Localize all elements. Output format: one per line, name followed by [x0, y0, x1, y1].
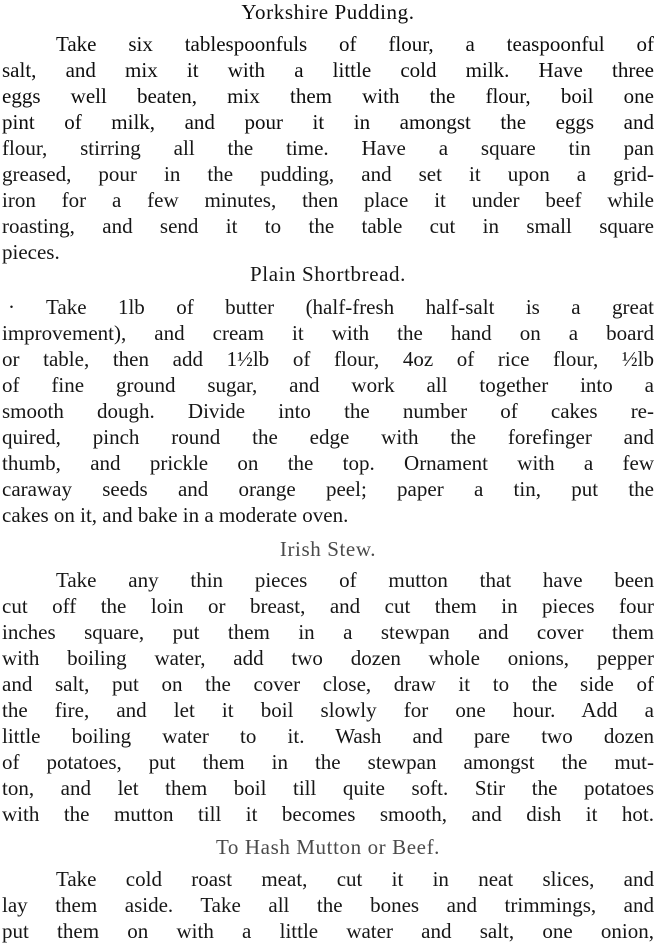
recipe-title-irish-stew: Irish Stew. [279, 537, 377, 561]
recipe-text-line: pint of milk, and pour it in amongst the eggs and [2, 110, 654, 134]
recipe-text-line: cakes on it, and bake in a moderate oven. [2, 503, 349, 527]
recipe-text-line: salt, and mix it with a little cold milk. Have three [2, 58, 654, 82]
recipe-text-line: roasting, and send it to the table cut in small square [2, 214, 654, 238]
recipe-text-line: iron for a few minutes, then place it under beef while [2, 188, 654, 212]
recipe-text-line: and salt, put on the cover close, draw it to the side of [2, 672, 654, 696]
recipe-text-line: inches square, put them in a stewpan and cover them [2, 620, 654, 644]
recipe-title-hash-mutton-or-beef: To Hash Mutton or Beef. [215, 835, 441, 859]
recipe-text-line: caraway seeds and orange peel; paper a tin, put the [2, 477, 654, 501]
recipe-text-line: of fine ground sugar, and work all together into a [2, 373, 654, 397]
recipe-text-line: smooth dough. Divide into the number of cakes re- [2, 399, 654, 423]
recipe-text-line: put them on with a little water and salt, one onion, [2, 919, 654, 943]
recipe-text-line: lay them aside. Take all the bones and trimmings, and [2, 893, 654, 917]
recipe-text-line: improvement), and cream it with the hand on a board [2, 321, 654, 345]
recipe-title-yorkshire-pudding: Yorkshire Pudding. [241, 0, 415, 24]
recipe-text-line: flour, stirring all the time. Have a square tin pan [2, 136, 654, 160]
recipe-text-line: the fire, and let it boil slowly for one hour. Add a [2, 698, 654, 722]
recipe-text-line: Take cold roast meat, cut it in neat slices, and [56, 867, 654, 891]
recipe-text-line: greased, pour in the pudding, and set it upon a grid- [2, 162, 654, 186]
recipe-text-line: with boiling water, add two dozen whole onions, pepper [2, 646, 654, 670]
recipe-text-line: ton, and let them boil till quite soft. Stir the potatoes [2, 776, 654, 800]
recipe-text-line: thumb, and prickle on the top. Ornament with a few [2, 451, 654, 475]
recipe-text-line: or table, then add 1½lb of flour, 4oz of rice flour, ½lb [2, 347, 654, 371]
recipe-title-plain-shortbread: Plain Shortbread. [249, 262, 406, 286]
recipe-text-line: with the mutton till it becomes smooth, and dish it hot. [2, 802, 654, 826]
recipe-text-line: cut off the loin or breast, and cut them in pieces four [2, 594, 654, 618]
recipe-text-line: · Take 1lb of butter (half-fresh half-salt is a great [8, 295, 654, 319]
recipe-text-line: Take six tablespoonfuls of flour, a teaspoonful of [56, 32, 654, 56]
recipe-text-line: Take any thin pieces of mutton that have been [56, 568, 654, 592]
recipe-text-line: of potatoes, put them in the stewpan amongst the mut- [2, 750, 654, 774]
recipe-text-line: quired, pinch round the edge with the forefinger and [2, 425, 654, 449]
recipe-text-line: pieces. [2, 240, 60, 264]
recipe-text-line: little boiling water to it. Wash and pare two dozen [2, 724, 654, 748]
recipe-text-line: eggs well beaten, mix them with the flour, boil one [2, 84, 654, 108]
